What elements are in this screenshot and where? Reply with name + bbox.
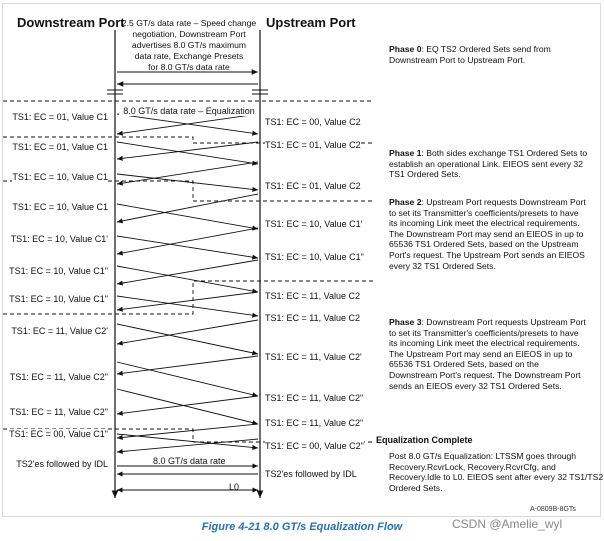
arrow-10	[117, 228, 258, 254]
figure-caption: Figure 4-21 8.0 GT/s Equalization Flow	[201, 521, 403, 533]
left-label: TS1: EC = 00, Value C1"	[9, 429, 108, 439]
arrow-13	[117, 296, 258, 316]
speed-change-note: 2.5 GT/s data rate – Speed change negotiation, Downstream Port advertises 8.0 GT/s maximum data rate, Exchange Presets for 8.0 GT/s data rate	[121, 18, 257, 72]
left-label: TS1: EC = 10, Value C1"	[9, 294, 108, 304]
right-label: TS1: EC = 10, Value C1"	[265, 252, 364, 262]
left-label: TS1: EC = 11, Value C2"	[9, 407, 108, 417]
equalization-complete-title: Equalization Complete	[376, 435, 473, 445]
arrow-03	[117, 142, 258, 164]
right-label: TS1: EC = 01, Value C2	[265, 181, 361, 191]
post-equalization-text: Post 8.0 GT/s Equalization: LTSSM goes through Recovery.RcvrLock, Recovery.RcvrCfg, and Recovery.Idle to L0. EIEOS sent after every 32 TS1/TS2 Ordered Sets.	[389, 451, 604, 493]
left-label: TS1: EC = 01, Value C1	[12, 142, 108, 152]
right-label: TS1: EC = 11, Value C2	[265, 291, 360, 301]
arrow-11	[117, 266, 258, 292]
upstream-port-title: Upstream Port	[266, 15, 356, 30]
l0-label: L0	[229, 482, 240, 492]
arrow-05	[117, 174, 258, 190]
right-label: TS2'es followed by IDL	[265, 469, 357, 479]
downstream-port-title: Downstream Port	[17, 15, 125, 30]
left-label: TS1: EC = 10, Value C1	[12, 172, 108, 182]
arrow-17	[117, 362, 258, 396]
data-rate-label: 8.0 GT/s data rate	[153, 456, 226, 466]
figure-id: A-0809B-8GTs	[530, 506, 576, 513]
arrow-12	[117, 260, 258, 284]
phase-1-description: Phase 1: Both sides exchange TS1 Ordered Sets to establish an operational Link. EIEOS sent every 32 TS1 Ordered Sets.	[389, 148, 588, 180]
arrow-16	[117, 320, 258, 344]
right-label: TS1: EC = 11, Value C2	[265, 313, 360, 323]
right-label: TS1: EC = 11, Value C2'	[265, 352, 362, 362]
arrow-20	[117, 396, 258, 414]
phase-2-description: Phase 2: Upstream Port requests Downstream Port to set its Transmitter's coefficients/presets to have its incoming Link meet the electrical requirements. The Downstream Port may send an EIEOS in up to 65536 TS1 Ordered Sets, based on the Upstream Port's request. The Upstream Port sends an EIEOS every 32 TS1 Ordered Sets.	[389, 197, 586, 271]
arrow-15	[117, 324, 258, 354]
left-label: TS1: EC = 10, Value C1	[12, 202, 108, 212]
left-label: TS1: EC = 11, Value C2"	[9, 372, 108, 382]
right-label: TS1: EC = 01, Value C2	[265, 140, 361, 150]
figure-frame	[2, 3, 604, 517]
right-label: TS1: EC = 00, Value C2"	[265, 441, 364, 451]
left-label: TS1: EC = 01, Value C1	[12, 112, 108, 122]
right-label: TS1: EC = 00, Value C2	[265, 117, 361, 127]
left-label: TS1: EC = 10, Value C1'	[10, 234, 108, 244]
arrow-22	[117, 424, 258, 438]
left-label: TS1: EC = 11, Value C2'	[11, 326, 108, 336]
arrow-19	[117, 389, 258, 424]
phase-3-description: Phase 3: Downstream Port requests Upstream Port to set its Transmitter's coefficients/presets to have its incoming Link meet the electrical requirements. The Upstream Port may send an EIEOS in up to 65536 TS1 Ordered Sets, based on the Downstream Port's request. The Downstream Port sends an EIEOS every 32 TS1 Ordered Sets.	[389, 317, 586, 391]
arrow-04	[117, 142, 258, 159]
arrow-18	[117, 356, 258, 374]
right-label: TS1: EC = 11, Value C2"	[265, 418, 364, 428]
phase-0-description: Phase 0: EQ TS2 Ordered Sets send from Downstream Port to Upstream Port.	[389, 44, 551, 65]
right-label: TS1: EC = 10, Value C1'	[265, 219, 363, 229]
arrow-09	[117, 236, 258, 258]
left-label: TS2'es followed by IDL	[16, 459, 108, 469]
right-label: TS1: EC = 11, Value C2"	[265, 393, 364, 403]
equalization-note: 8.0 GT/s data rate – Equalization	[119, 106, 259, 116]
watermark: CSDN @Amelie_wyl	[452, 517, 563, 531]
left-label: TS1: EC = 10, Value C1"	[9, 266, 108, 276]
arrow-14	[117, 292, 258, 310]
